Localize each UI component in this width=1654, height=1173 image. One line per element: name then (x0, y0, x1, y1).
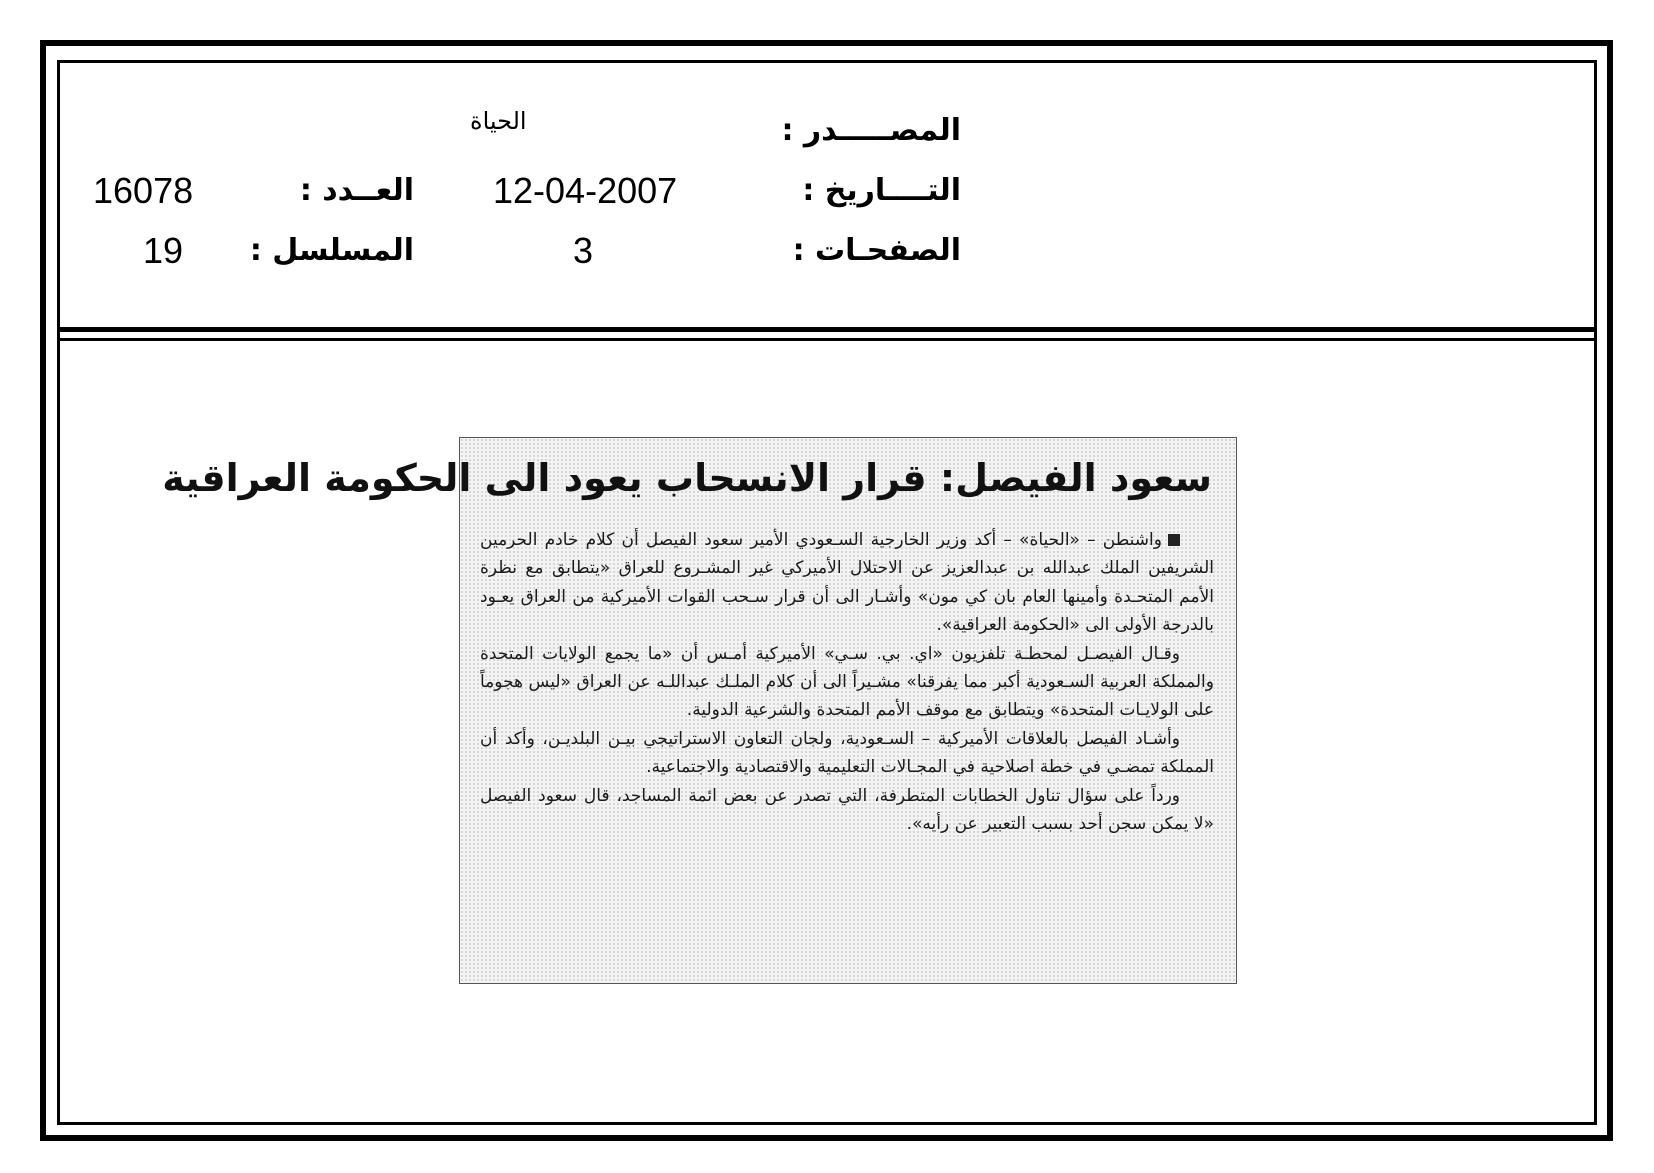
source-value: الحياة (470, 107, 527, 135)
issue-label: العــدد : (299, 173, 414, 208)
article-paragraph: ورداً على سؤال تناول الخطابات المتطرفة، التي تصدر عن بعض ائمة المساجد، قال سعود الفيصل «لا يمكن سجن أحد بسبب التعبير عن رأيه». (480, 785, 1214, 835)
article-paragraph: وقـال الفيصـل لمحطـة تلفزيون «اي. بي. سـي» الأميركية أمـس أن «ما يجمع الولايات المتحدة والمملكة العربية السـعودية أكبر مما يفرقنا» مشـيراً الى أن كلام الملـك عبداللـه عن العراق «ليس هجوماً على الولايـات المتحدة» ويتطابق مع موقف الأمم المتحدة والشرعية الدولية. (480, 643, 1214, 721)
header-divider-secondary (57, 338, 1597, 341)
serial-label: المسلسل : (249, 233, 414, 268)
issue-value: 16078 (93, 170, 194, 211)
article-headline: سعود الفيصل: قرار الانسحاب يعود الى الحكومة العراقية (162, 456, 1212, 500)
pages-value: 3 (573, 230, 594, 271)
article-paragraph-text: واشنطن – «الحياة» – أكد وزير الخارجية السـعودي الأمير سعود الفيصل أن كلام خادم الحرمين الشريفين الملك عبدالله بن عبدالعزيز عن الاحتلال الأميركي غير المشـروع للعراق «يتطابق مع نظرة الأمم المتحـدة وأمينها العام بان كي مون» وأشـار الى أن قرار سـحب القوات الأميركية من العراق يعـود بالدرجة الأولى الى «الحكومة العراقية». (480, 530, 1214, 636)
article-paragraph (480, 526, 1214, 640)
date-label: التــــاريخ : (802, 173, 961, 208)
source-label: المصـــــدر : (781, 113, 961, 148)
date-value: 12-04-2007 (493, 170, 678, 211)
bullet-square-icon (1168, 534, 1180, 546)
serial-value: 19 (143, 230, 184, 271)
pages-label: الصفحـات : (792, 233, 961, 268)
newspaper-clipping (162, 437, 1237, 984)
article-paragraph: وأشـاد الفيصل بالعلاقات الأميركية – السـعودية، ولجان التعاون الاستراتيجي بيـن البلديـن، وأكد أن المملكة تمضـي في خطة اصلاحية في المجـالات التعليمية والاقتصادية والاجتماعية. (480, 728, 1214, 778)
article-body (480, 526, 1214, 838)
header-divider (57, 327, 1597, 332)
